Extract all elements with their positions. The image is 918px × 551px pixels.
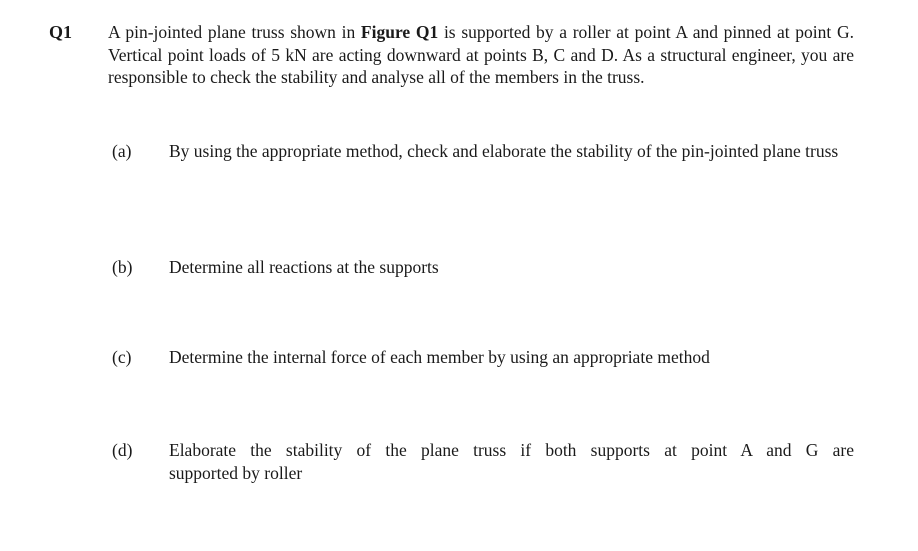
- figure-reference: Figure Q1: [360, 22, 439, 42]
- part-d-text: [169, 439, 854, 484]
- part-a-label: (a): [112, 141, 132, 161]
- part-c-label: (c): [112, 347, 132, 367]
- question-number: Q1: [49, 22, 73, 42]
- stem-text-1: A pin-jointed plane truss shown in: [108, 22, 361, 42]
- part-b-label: (b): [112, 257, 133, 277]
- stem-text-2: is supported by a roller at point A and pinned at point G. Vertical point loads of 5 kN are acting downward at points B, C and D. As a structural engineer, you are responsible to check the stability and analyse all of the members in the truss.: [108, 22, 854, 87]
- question-stem: [108, 21, 854, 89]
- part-a-text: By using the appropriate method, check and elaborate the stability of the pin-jointed plane truss: [169, 141, 839, 161]
- part-d-text-line-1: Elaborate the stability of the plane truss if both supports at point A and G are: [169, 440, 854, 460]
- part-d-text-line-2: supported by roller: [169, 462, 303, 483]
- part-b-text: Determine all reactions at the supports: [169, 257, 439, 277]
- part-d-label: (d): [112, 440, 133, 460]
- part-c-text: Determine the internal force of each member by using an appropriate method: [169, 347, 710, 367]
